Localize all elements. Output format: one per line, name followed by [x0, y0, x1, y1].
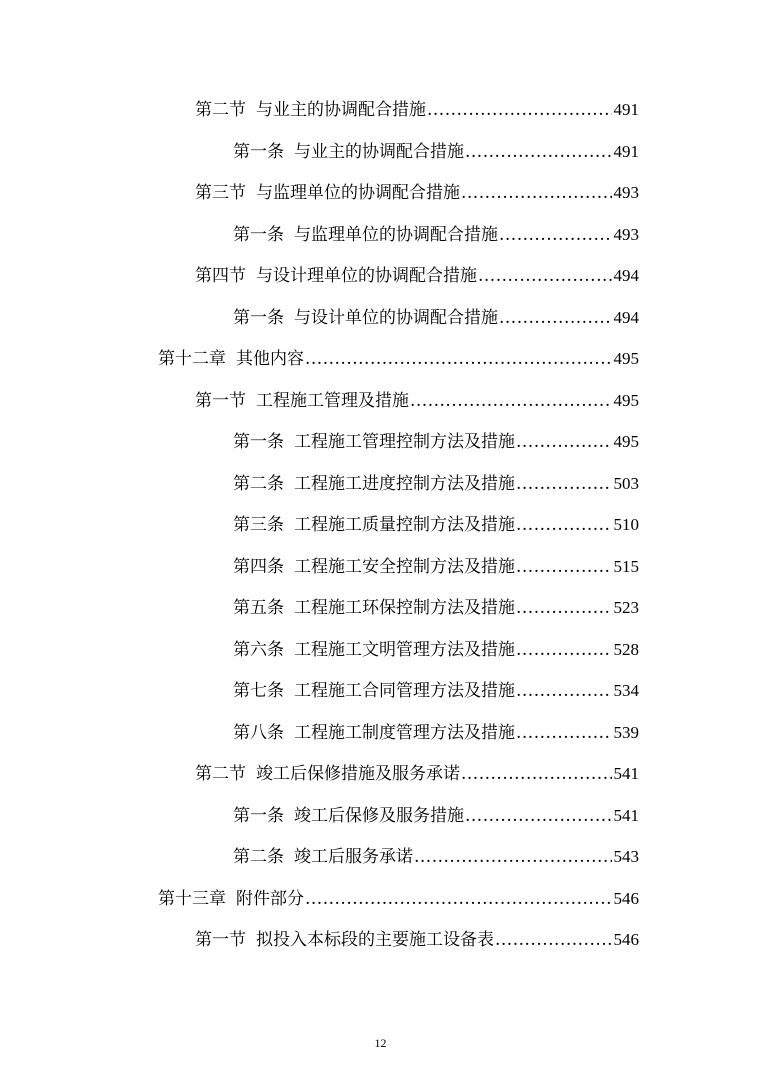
toc-entry-page: 543 [613, 847, 639, 866]
toc-entry[interactable] [195, 759, 639, 789]
dot-leader [305, 884, 612, 914]
toc-entry[interactable] [233, 469, 639, 499]
toc-entry[interactable] [233, 552, 639, 582]
toc-entry-prefix: 第二条 [233, 474, 284, 494]
toc-entry[interactable] [233, 635, 639, 665]
toc-entry-title: 其他内容 [236, 349, 304, 369]
dot-leader [516, 676, 612, 706]
dot-leader [516, 427, 612, 457]
toc-entry-title: 工程施工质量控制方法及措施 [294, 515, 515, 535]
toc-entry-prefix: 第二条 [233, 847, 284, 867]
toc-entry-title: 工程施工管理控制方法及措施 [294, 432, 515, 452]
toc-entry-page: 495 [613, 349, 639, 368]
toc-entry[interactable] [158, 884, 639, 914]
toc-entry[interactable] [233, 718, 639, 748]
toc-entry[interactable] [158, 344, 639, 374]
toc-entry-prefix: 第四节 [195, 266, 246, 286]
toc-entry-prefix: 第三节 [195, 183, 246, 203]
dot-leader [465, 801, 612, 831]
toc-entry-page: 491 [613, 142, 639, 161]
toc-entry[interactable] [195, 261, 639, 291]
toc-entry-page: 510 [613, 515, 639, 534]
toc-entry-page: 534 [613, 681, 639, 700]
toc-entry-page: 546 [613, 930, 639, 949]
dot-leader [516, 552, 612, 582]
toc-entry-title: 与监理单位的协调配合措施 [256, 183, 460, 203]
dot-leader [478, 261, 612, 291]
toc-entry-page: 494 [613, 266, 639, 285]
toc-entry-title: 工程施工环保控制方法及措施 [294, 598, 515, 618]
toc-entry[interactable] [195, 178, 639, 208]
toc-entry[interactable] [195, 95, 639, 125]
dot-leader [516, 510, 612, 540]
dot-leader [461, 759, 612, 789]
toc-entry-page: 493 [613, 183, 639, 202]
toc-entry-page: 491 [613, 100, 639, 119]
toc-entry-prefix: 第八条 [233, 723, 284, 743]
dot-leader [410, 386, 612, 416]
toc-entry[interactable] [233, 220, 639, 250]
toc-entry-prefix: 第一条 [233, 225, 284, 245]
toc-entry-prefix: 第三条 [233, 515, 284, 535]
toc-entry[interactable] [233, 510, 639, 540]
dot-leader [414, 842, 612, 872]
toc-entry-prefix: 第二节 [195, 100, 246, 120]
toc-entry-prefix: 第十三章 [158, 889, 226, 909]
toc-entry-title: 拟投入本标段的主要施工设备表 [256, 930, 494, 950]
dot-leader [495, 925, 612, 955]
toc-entry-page: 541 [613, 764, 639, 783]
dot-leader [427, 95, 612, 125]
toc-entry-title: 竣工后服务承诺 [294, 847, 413, 867]
toc-entry[interactable] [233, 676, 639, 706]
dot-leader [516, 635, 612, 665]
page-number: 12 [374, 1036, 387, 1050]
toc-entry-page: 494 [613, 308, 639, 327]
dot-leader [499, 303, 612, 333]
toc-entry-page: 539 [613, 723, 639, 742]
dot-leader [461, 178, 612, 208]
toc-entry-title: 与设计理单位的协调配合措施 [256, 266, 477, 286]
toc-entry-title: 工程施工安全控制方法及措施 [294, 557, 515, 577]
toc-entry-page: 528 [613, 640, 639, 659]
dot-leader [516, 469, 612, 499]
toc-entry-title: 与监理单位的协调配合措施 [294, 225, 498, 245]
toc-entry-prefix: 第六条 [233, 640, 284, 660]
toc-entry-prefix: 第二节 [195, 764, 246, 784]
toc-entry-title: 竣工后保修措施及服务承诺 [256, 764, 460, 784]
toc-entry-prefix: 第一条 [233, 308, 284, 328]
toc-entry-title: 工程施工进度控制方法及措施 [294, 474, 515, 494]
toc-entry-title: 工程施工制度管理方法及措施 [294, 723, 515, 743]
toc-entry-page: 541 [613, 806, 639, 825]
toc-entry-prefix: 第一条 [233, 806, 284, 826]
toc-entry-title: 竣工后保修及服务措施 [294, 806, 464, 826]
toc-entry-title: 与业主的协调配合措施 [294, 142, 464, 162]
toc-entry-title: 附件部分 [236, 889, 304, 909]
toc-entry[interactable] [233, 801, 639, 831]
toc-entry-title: 与设计单位的协调配合措施 [294, 308, 498, 328]
toc-entry-page: 493 [613, 225, 639, 244]
dot-leader [516, 593, 612, 623]
toc-entry-page: 495 [613, 391, 639, 410]
toc-entry-title: 工程施工合同管理方法及措施 [294, 681, 515, 701]
toc-entry-page: 515 [613, 557, 639, 576]
toc-entry[interactable] [233, 427, 639, 457]
toc-entry[interactable] [195, 386, 639, 416]
toc-entry-prefix: 第七条 [233, 681, 284, 701]
toc-entry-prefix: 第五条 [233, 598, 284, 618]
dot-leader [465, 137, 612, 167]
toc-entry-prefix: 第一节 [195, 391, 246, 411]
toc-entry-page: 546 [613, 889, 639, 908]
toc-entry-title: 工程施工管理及措施 [256, 391, 409, 411]
toc-entry-title: 与业主的协调配合措施 [256, 100, 426, 120]
toc-entry-title: 工程施工文明管理方法及措施 [294, 640, 515, 660]
toc-entry-prefix: 第一条 [233, 142, 284, 162]
dot-leader [499, 220, 612, 250]
toc-entry-prefix: 第四条 [233, 557, 284, 577]
toc-entry-prefix: 第一节 [195, 930, 246, 950]
dot-leader [516, 718, 612, 748]
toc-entry[interactable] [233, 303, 639, 333]
toc-entry-prefix: 第一条 [233, 432, 284, 452]
toc-entry-prefix: 第十二章 [158, 349, 226, 369]
toc-entry[interactable] [195, 925, 639, 955]
toc-entry[interactable] [233, 137, 639, 167]
toc-entry-page: 495 [613, 432, 639, 451]
toc-entry-page: 523 [613, 598, 639, 617]
toc-entry-page: 503 [613, 474, 639, 493]
toc-entry[interactable] [233, 842, 639, 872]
dot-leader [305, 344, 612, 374]
toc-entry[interactable] [233, 593, 639, 623]
